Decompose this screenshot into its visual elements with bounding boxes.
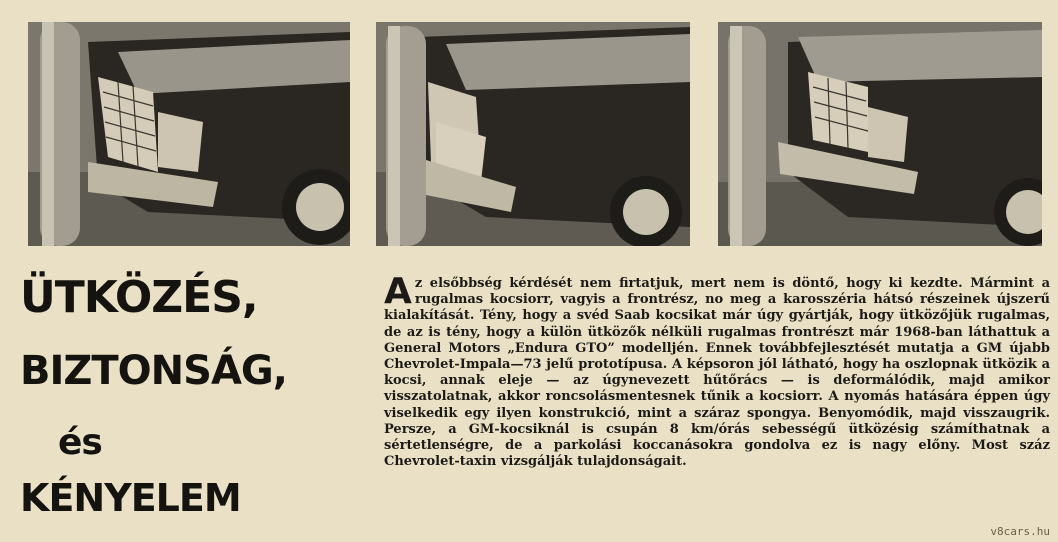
photo-car-impact-2-image: [376, 22, 690, 246]
article-body: [384, 271, 1050, 470]
headline-line-2: BIZTONSÁG,: [20, 348, 287, 394]
photo-car-impact-3: [718, 22, 1042, 246]
headline-line-1: ÜTKÖZÉS,: [20, 272, 258, 323]
headline-line-4: KÉNYELEM: [20, 476, 241, 520]
photo-car-impact-1-image: [28, 22, 350, 246]
photo-car-impact-2: [376, 22, 690, 246]
watermark: v8cars.hu: [990, 525, 1050, 538]
photo-car-impact-3-image: [718, 22, 1042, 246]
headline-line-3: és: [58, 422, 102, 463]
article-dropcap: A: [384, 271, 412, 312]
article-text: z elsőbbség kérdését nem firtatjuk, mert nem is döntő, hogy ki kezdte. Mármint a rugalmas kocsiorr, vagyis a frontrész, no meg a karosszéria hátsó részeinek újszerű kialakítását. Tény, hogy a svéd Saab kocsikat már úgy gyártják, hogy ütközőjük rugalmas, de az is tény, hogy a külön ütközők nélküli rugalmas frontrészt már 1968-ban láthattuk a General Motors „Endura GTO” modelljén. Ennek továbbfejlesztését mutatja a GM újabb Chevrolet-Impala—73 jelű prototípusa. A képsoron jól látható, hogy ha oszlopnak ütközik a kocsi, annak eleje — az úgynevezett hűtőrács — is deformálódik, majd amikor visszatolatnak, akkor roncsolásmentesnek tűnik a kocsiorr. A nyomás hatására éppen úgy viselkedik egy ilyen konstrukció, mint a száraz spongya. Benyomódik, majd visszaugrik. Persze, a GM-kocsiknál is csupán 8 km/órás sebességű ütközésig számíthatnak a sértetlenségre, de a parkolási koccanásokra gondolva ez is nagy előny. Most száz Chevrolet-taxin vizsgálják tulajdonságait.: [384, 276, 1050, 470]
photo-car-impact-1: [28, 22, 350, 246]
